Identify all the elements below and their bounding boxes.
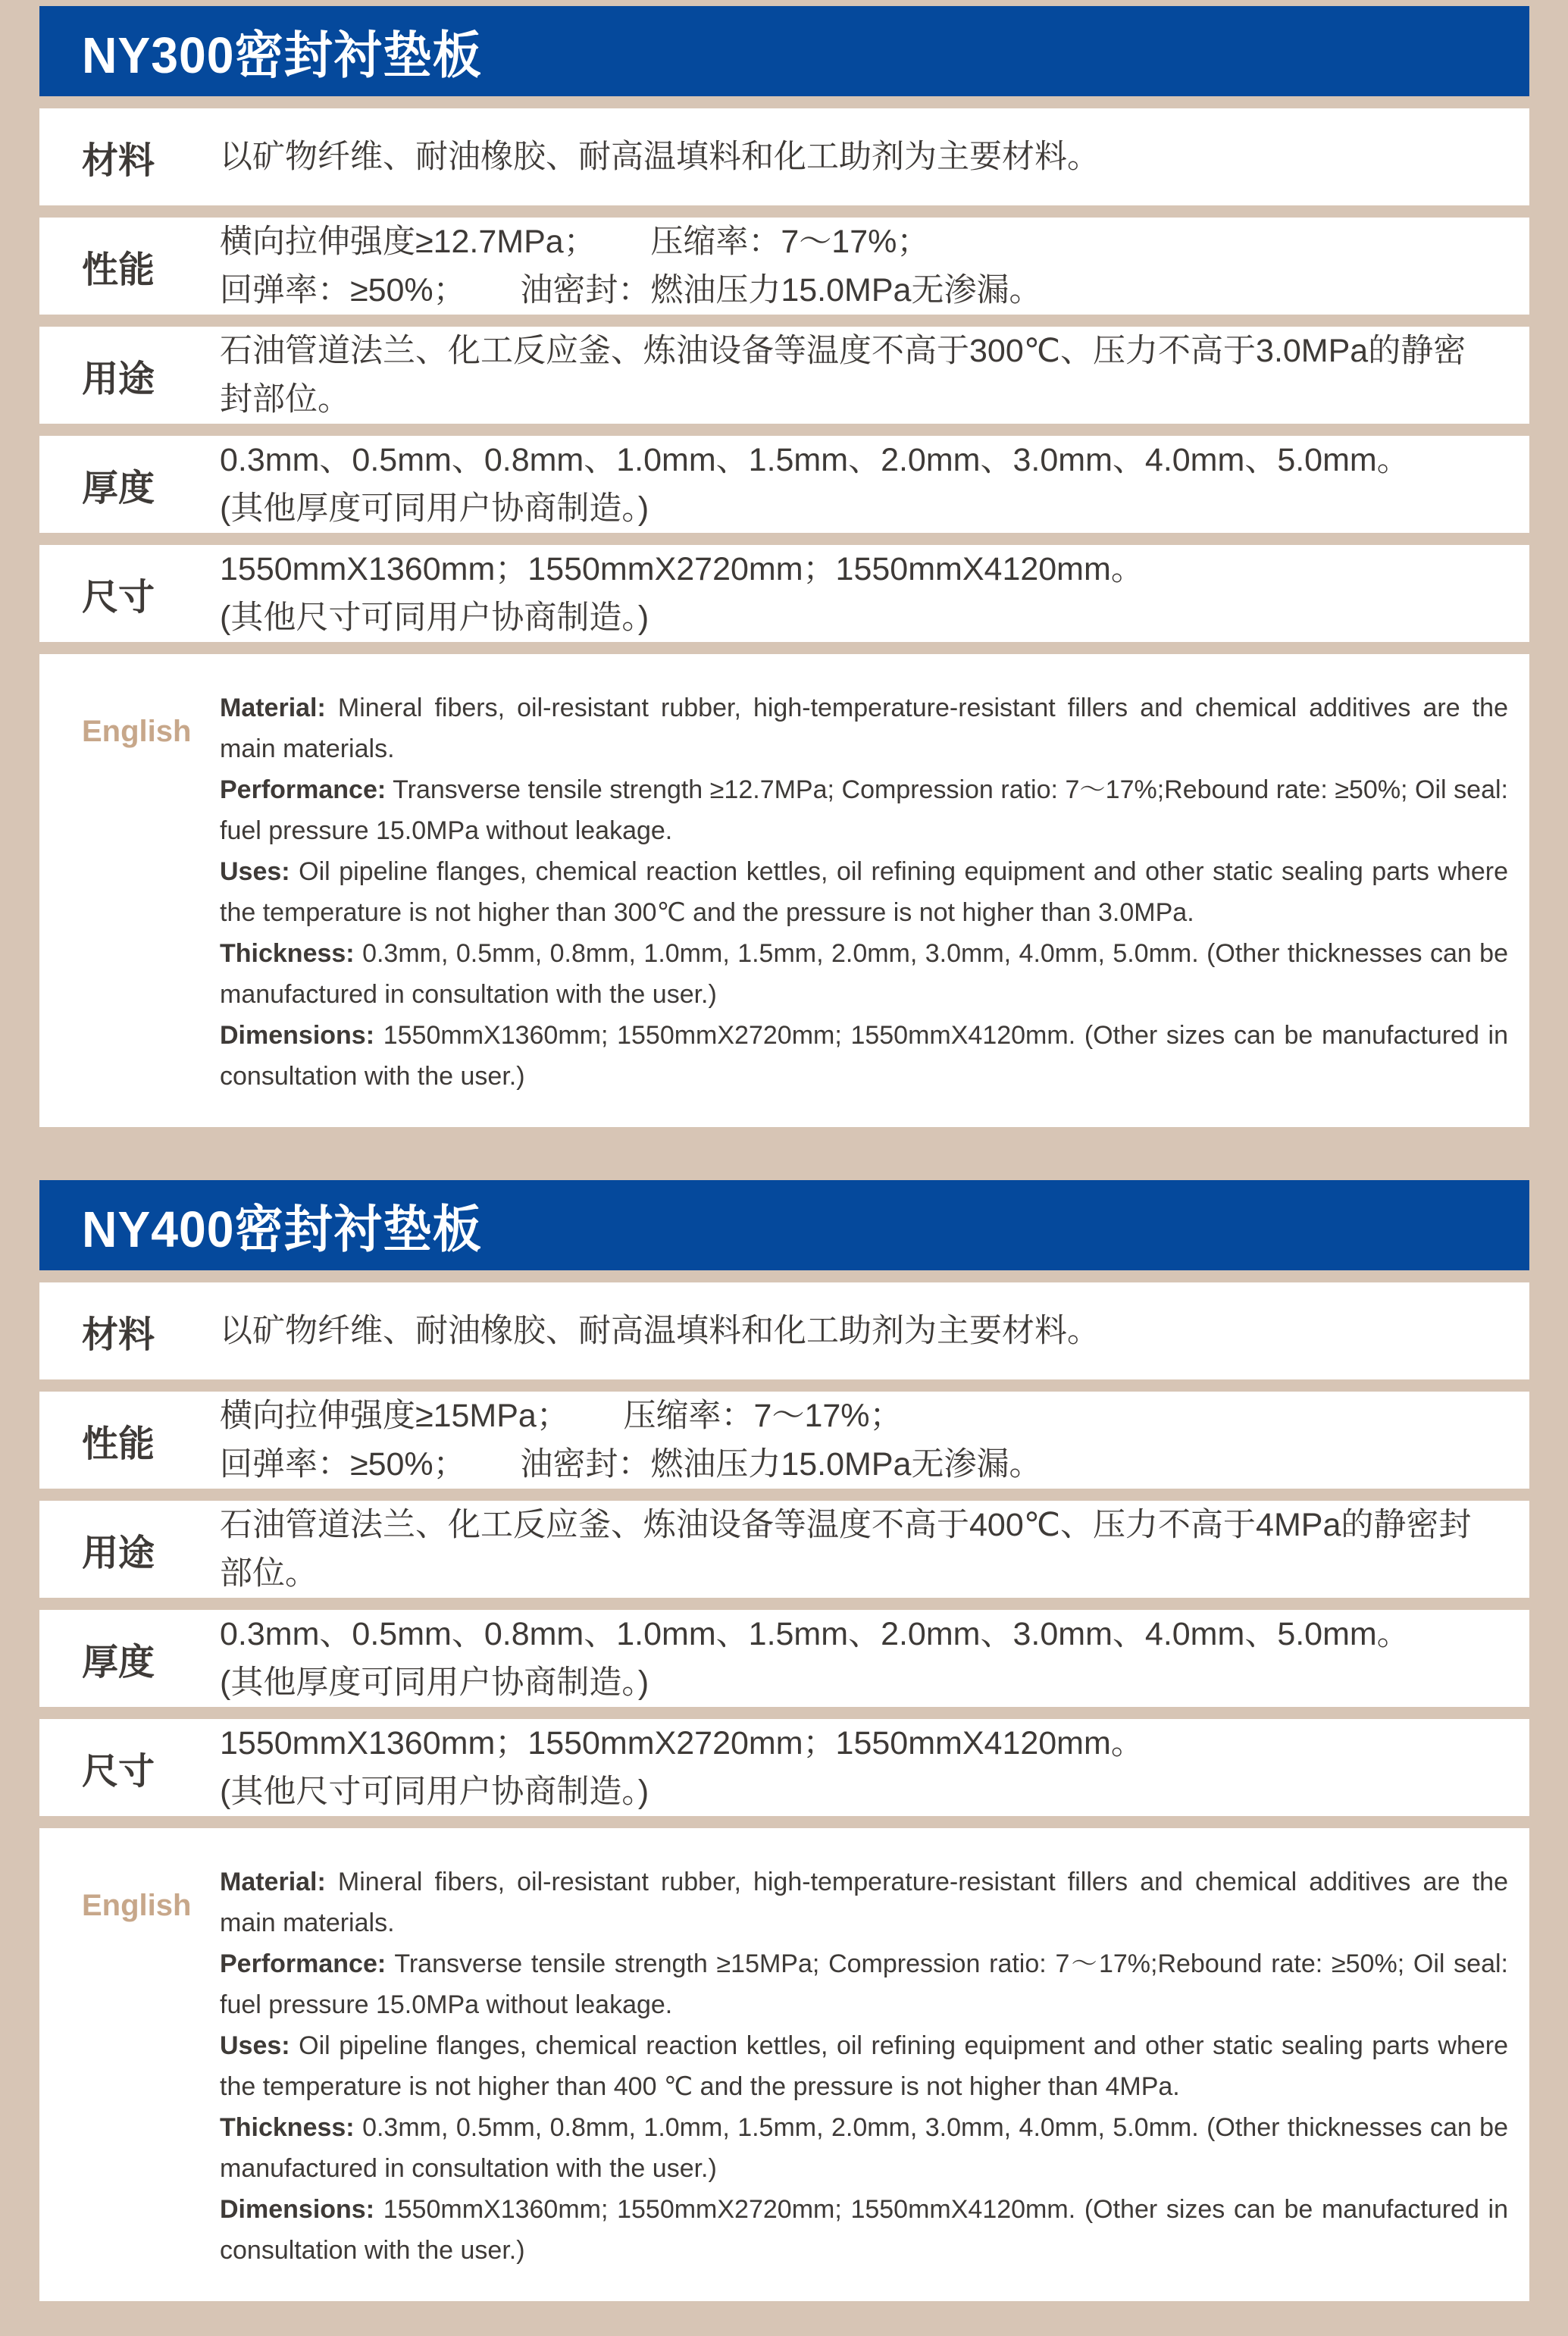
row-line: (其他尺寸可同用户协商制造。)	[220, 600, 649, 636]
row-line: 以矿物纤维、耐油橡胶、耐高温填料和化工助剂为主要材料。	[220, 139, 1100, 175]
english-entry-label: Material:	[220, 1868, 326, 1896]
spec-row	[39, 436, 1529, 533]
english-entry	[220, 687, 1508, 769]
row-label: 用途	[82, 359, 155, 399]
english-entry	[220, 769, 1508, 851]
english-entry-text: 1550mmX1360mm; 1550mmX2720mm; 1550mmX4120mm. (Other sizes can be manufactured in consultation with the user.)	[220, 2195, 1509, 2265]
english-entry-text: Transverse tensile strength ≥15MPa; Compression ratio: 7～17%;Rebound rate: ≥50%; Oil seal: fuel pressure 15.0MPa without leakage.	[220, 1949, 1508, 2019]
english-section	[39, 1828, 1529, 2301]
product-section	[39, 1180, 1529, 2301]
section-title: NY400密封衬垫板	[82, 1201, 482, 1258]
row-line: (其他尺寸可同用户协商制造。)	[220, 1774, 649, 1810]
english-entry-text: 0.3mm, 0.5mm, 0.8mm, 1.0mm, 1.5mm, 2.0mm, 3.0mm, 4.0mm, 5.0mm. (Other thicknesses can be manufactured in consultation with the user.)	[220, 939, 1509, 1009]
row-content	[220, 327, 1487, 424]
rows-host	[39, 1282, 1529, 1816]
english-entry-text: Mineral fibers, oil-resistant rubber, high-temperature-resistant fillers and chemical additives are the main materials.	[220, 1868, 1508, 1937]
row-content	[220, 1307, 1100, 1355]
row-content	[220, 133, 1100, 181]
section-header	[39, 1180, 1529, 1270]
english-entry	[220, 2189, 1508, 2271]
row-label: 性能	[82, 1423, 155, 1464]
english-entry-text: 0.3mm, 0.5mm, 0.8mm, 1.0mm, 1.5mm, 2.0mm, 3.0mm, 4.0mm, 5.0mm. (Other thicknesses can be manufactured in consultation with the user.)	[220, 2113, 1509, 2183]
english-entry-label: Thickness:	[220, 2113, 355, 2142]
row-line: (其他厚度可同用户协商制造。)	[220, 490, 649, 527]
row-label: 性能	[82, 249, 155, 290]
row-line: 回弹率：≥50%； 油密封：燃油压力15.0MPa无渗漏。	[220, 1446, 1042, 1483]
row-label: 用途	[82, 1533, 155, 1574]
english-entry	[220, 2025, 1508, 2107]
row-line: 石油管道法兰、化工反应釜、炼油设备等温度不高于400℃、压力不高于4MPa的静密封部位。	[220, 1507, 1472, 1592]
spec-row	[39, 1282, 1529, 1379]
row-content	[220, 1392, 1041, 1489]
english-entry	[220, 1943, 1508, 2025]
spec-row	[39, 327, 1529, 424]
english-content	[220, 687, 1508, 1097]
row-line: 横向拉伸强度≥15MPa； 压缩率：7～17%；	[220, 1398, 903, 1434]
row-label: 尺寸	[82, 1751, 155, 1792]
english-entry-label: Thickness:	[220, 939, 355, 968]
row-line: (其他厚度可同用户协商制造。)	[220, 1664, 649, 1701]
spec-row	[39, 1501, 1529, 1598]
row-line: 石油管道法兰、化工反应釜、炼油设备等温度不高于300℃、压力不高于3.0MPa的静密封部位。	[220, 333, 1466, 418]
english-section	[39, 654, 1529, 1127]
english-entry-text: Oil pipeline flanges, chemical reaction kettles, oil refining equipment and other static sealing parts where the temperature is not higher than 300℃ and the pressure is not higher than 3.0MPa.	[220, 857, 1508, 927]
english-entry-label: Material:	[220, 694, 326, 722]
spec-row	[39, 218, 1529, 315]
row-content	[220, 436, 1410, 533]
english-entry-text: Transverse tensile strength ≥12.7MPa; Compression ratio: 7～17%;Rebound rate: ≥50%; Oil seal: fuel pressure 15.0MPa without leakage.	[220, 775, 1508, 845]
row-label: 材料	[82, 140, 155, 181]
row-label: 厚度	[82, 1642, 155, 1683]
row-label: 厚度	[82, 468, 155, 509]
english-entry-label: Dimensions:	[220, 2195, 375, 2224]
spec-row	[39, 108, 1529, 205]
english-content	[220, 1862, 1508, 2271]
product-section	[39, 6, 1529, 1127]
english-entry	[220, 1862, 1508, 1943]
english-entry-label: Performance:	[220, 775, 387, 804]
english-label: English	[82, 1889, 192, 1922]
english-entry-text: Mineral fibers, oil-resistant rubber, high-temperature-resistant fillers and chemical additives are the main materials.	[220, 694, 1508, 763]
english-label: English	[82, 715, 192, 748]
spec-row	[39, 1392, 1529, 1489]
english-entry-label: Uses:	[220, 857, 290, 886]
english-entry	[220, 851, 1508, 933]
english-entry-label: Performance:	[220, 1949, 387, 1978]
row-content	[220, 545, 1144, 642]
spec-row	[39, 545, 1529, 642]
row-line: 以矿物纤维、耐油橡胶、耐高温填料和化工助剂为主要材料。	[220, 1313, 1100, 1349]
row-line: 0.3mm、0.5mm、0.8mm、1.0mm、1.5mm、2.0mm、3.0mm、4.0mm、5.0mm。	[220, 1616, 1410, 1652]
row-line: 0.3mm、0.5mm、0.8mm、1.0mm、1.5mm、2.0mm、3.0mm、4.0mm、5.0mm。	[220, 442, 1410, 478]
row-line: 1550mmX1360mm；1550mmX2720mm；1550mmX4120mm。	[220, 1725, 1144, 1761]
english-entry-label: Dimensions:	[220, 1021, 375, 1050]
spec-row	[39, 1610, 1529, 1707]
rows-host	[39, 108, 1529, 642]
row-label: 材料	[82, 1314, 155, 1355]
english-entry	[220, 933, 1508, 1015]
row-content	[220, 1719, 1144, 1816]
english-entry-text: Oil pipeline flanges, chemical reaction kettles, oil refining equipment and other static sealing parts where the temperature is not higher than 400 ℃ and the pressure is not higher than 4MPa.	[220, 2031, 1508, 2101]
row-line: 横向拉伸强度≥12.7MPa； 压缩率：7～17%；	[220, 224, 930, 260]
row-line: 回弹率：≥50%； 油密封：燃油压力15.0MPa无渗漏。	[220, 272, 1042, 308]
section-title: NY300密封衬垫板	[82, 27, 482, 84]
english-entry-text: 1550mmX1360mm; 1550mmX2720mm; 1550mmX4120mm. (Other sizes can be manufactured in consultation with the user.)	[220, 1021, 1509, 1091]
row-content	[220, 1610, 1410, 1707]
english-entry	[220, 1015, 1508, 1097]
row-line: 1550mmX1360mm；1550mmX2720mm；1550mmX4120mm。	[220, 551, 1144, 587]
english-entry	[220, 2107, 1508, 2189]
row-content	[220, 1501, 1487, 1598]
section-header	[39, 6, 1529, 96]
row-label: 尺寸	[82, 577, 155, 618]
spec-row	[39, 1719, 1529, 1816]
english-entry-label: Uses:	[220, 2031, 290, 2060]
row-content	[220, 218, 1041, 315]
